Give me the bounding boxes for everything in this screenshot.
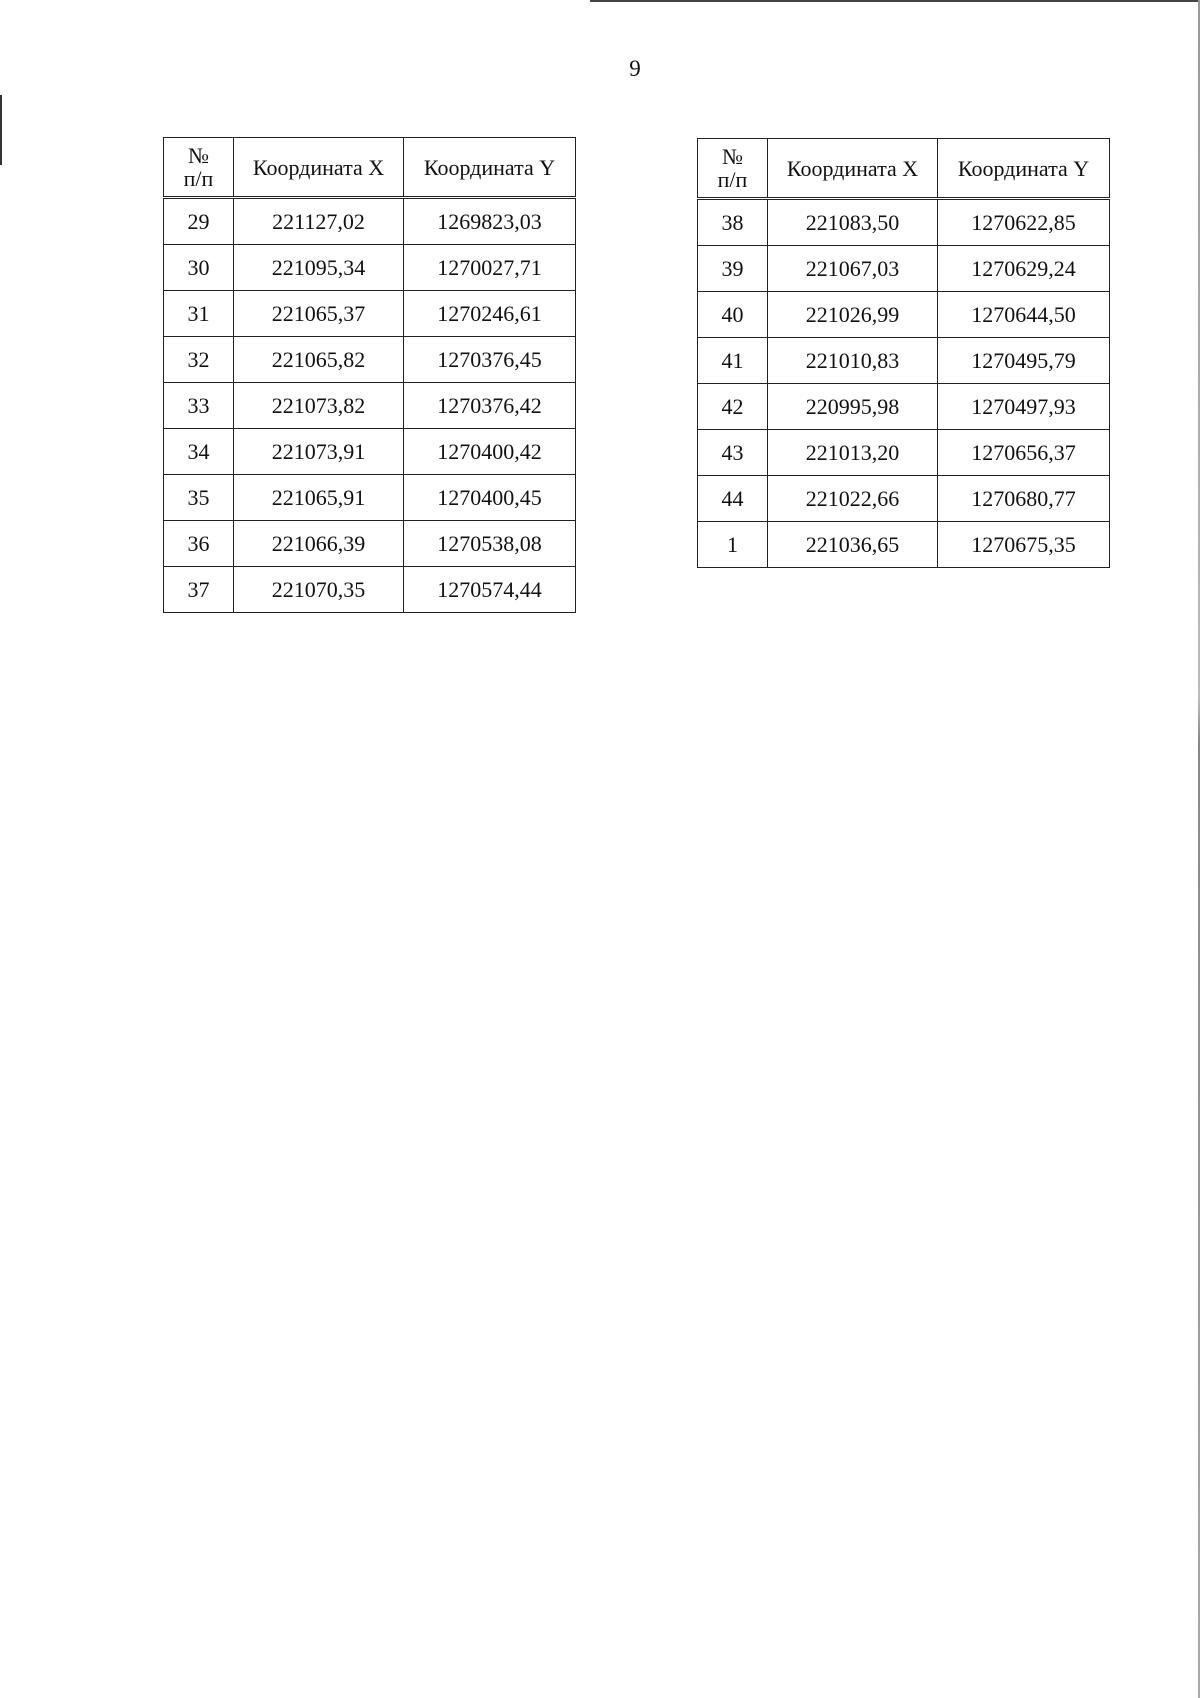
cell-coord-x: 221010,83 bbox=[768, 338, 938, 384]
cell-coord-x: 221026,99 bbox=[768, 292, 938, 338]
cell-coord-x: 221073,82 bbox=[234, 383, 404, 429]
cell-coord-y: 1270656,37 bbox=[938, 430, 1110, 476]
table-row bbox=[164, 291, 576, 337]
table-row bbox=[698, 338, 1110, 384]
table-row bbox=[164, 198, 576, 245]
table-body-left bbox=[164, 198, 576, 613]
table-row bbox=[698, 476, 1110, 522]
header-number-sign: № bbox=[722, 144, 743, 169]
table-header-row bbox=[164, 138, 576, 198]
cell-coord-y: 1270538,08 bbox=[404, 521, 576, 567]
table-row bbox=[164, 567, 576, 613]
cell-coord-y: 1270574,44 bbox=[404, 567, 576, 613]
cell-coord-x: 220995,98 bbox=[768, 384, 938, 430]
scan-edge-left bbox=[0, 95, 2, 165]
cell-number: 39 bbox=[698, 246, 768, 292]
cell-coord-x: 221065,91 bbox=[234, 475, 404, 521]
header-coord-y: Координата Y bbox=[404, 138, 576, 198]
cell-number: 43 bbox=[698, 430, 768, 476]
cell-coord-y: 1269823,03 bbox=[404, 198, 576, 245]
cell-coord-y: 1270629,24 bbox=[938, 246, 1110, 292]
cell-coord-y: 1270376,42 bbox=[404, 383, 576, 429]
cell-coord-y: 1270246,61 bbox=[404, 291, 576, 337]
cell-coord-x: 221095,34 bbox=[234, 245, 404, 291]
table-row bbox=[164, 521, 576, 567]
scan-edge-top bbox=[590, 0, 1200, 2]
header-number-abbr: п/п bbox=[183, 166, 214, 191]
cell-number: 42 bbox=[698, 384, 768, 430]
cell-number: 34 bbox=[164, 429, 234, 475]
cell-coord-x: 221036,65 bbox=[768, 522, 938, 568]
coordinates-table-left bbox=[163, 137, 576, 613]
cell-coord-x: 221013,20 bbox=[768, 430, 938, 476]
table-row bbox=[698, 522, 1110, 568]
table-row bbox=[164, 429, 576, 475]
cell-number: 31 bbox=[164, 291, 234, 337]
page-number: 9 bbox=[629, 56, 641, 81]
cell-number: 35 bbox=[164, 475, 234, 521]
cell-coord-y: 1270495,79 bbox=[938, 338, 1110, 384]
cell-number: 41 bbox=[698, 338, 768, 384]
cell-coord-y: 1270675,35 bbox=[938, 522, 1110, 568]
table-header-row bbox=[698, 139, 1110, 199]
header-number-abbr: п/п bbox=[717, 167, 748, 192]
cell-coord-y: 1270027,71 bbox=[404, 245, 576, 291]
table-row bbox=[698, 199, 1110, 246]
cell-coord-y: 1270680,77 bbox=[938, 476, 1110, 522]
table-row bbox=[698, 384, 1110, 430]
table-row bbox=[698, 430, 1110, 476]
cell-number: 44 bbox=[698, 476, 768, 522]
cell-number: 38 bbox=[698, 199, 768, 246]
cell-coord-y: 1270400,45 bbox=[404, 475, 576, 521]
cell-coord-y: 1270400,42 bbox=[404, 429, 576, 475]
cell-coord-x: 221022,66 bbox=[768, 476, 938, 522]
cell-coord-x: 221065,82 bbox=[234, 337, 404, 383]
table-row bbox=[164, 475, 576, 521]
cell-number: 32 bbox=[164, 337, 234, 383]
cell-coord-x: 221067,03 bbox=[768, 246, 938, 292]
table-row bbox=[164, 337, 576, 383]
header-number bbox=[164, 138, 234, 198]
header-coord-x: Координата X bbox=[234, 138, 404, 198]
cell-coord-y: 1270622,85 bbox=[938, 199, 1110, 246]
cell-coord-x: 221070,35 bbox=[234, 567, 404, 613]
header-number bbox=[698, 139, 768, 199]
table-row bbox=[698, 292, 1110, 338]
cell-coord-y: 1270376,45 bbox=[404, 337, 576, 383]
cell-coord-x: 221127,02 bbox=[234, 198, 404, 245]
header-coord-y: Координата Y bbox=[938, 139, 1110, 199]
table-row bbox=[164, 383, 576, 429]
table-row bbox=[698, 246, 1110, 292]
cell-coord-x: 221073,91 bbox=[234, 429, 404, 475]
table-row bbox=[164, 245, 576, 291]
cell-coord-x: 221065,37 bbox=[234, 291, 404, 337]
cell-number: 36 bbox=[164, 521, 234, 567]
cell-number: 37 bbox=[164, 567, 234, 613]
cell-coord-x: 221066,39 bbox=[234, 521, 404, 567]
table-body-right bbox=[698, 199, 1110, 568]
coordinates-table-right bbox=[697, 138, 1110, 568]
cell-number: 33 bbox=[164, 383, 234, 429]
cell-number: 40 bbox=[698, 292, 768, 338]
cell-number: 30 bbox=[164, 245, 234, 291]
header-coord-x: Координата X bbox=[768, 139, 938, 199]
cell-coord-x: 221083,50 bbox=[768, 199, 938, 246]
cell-coord-y: 1270497,93 bbox=[938, 384, 1110, 430]
cell-coord-y: 1270644,50 bbox=[938, 292, 1110, 338]
cell-number: 1 bbox=[698, 522, 768, 568]
header-number-sign: № bbox=[188, 143, 209, 168]
cell-number: 29 bbox=[164, 198, 234, 245]
